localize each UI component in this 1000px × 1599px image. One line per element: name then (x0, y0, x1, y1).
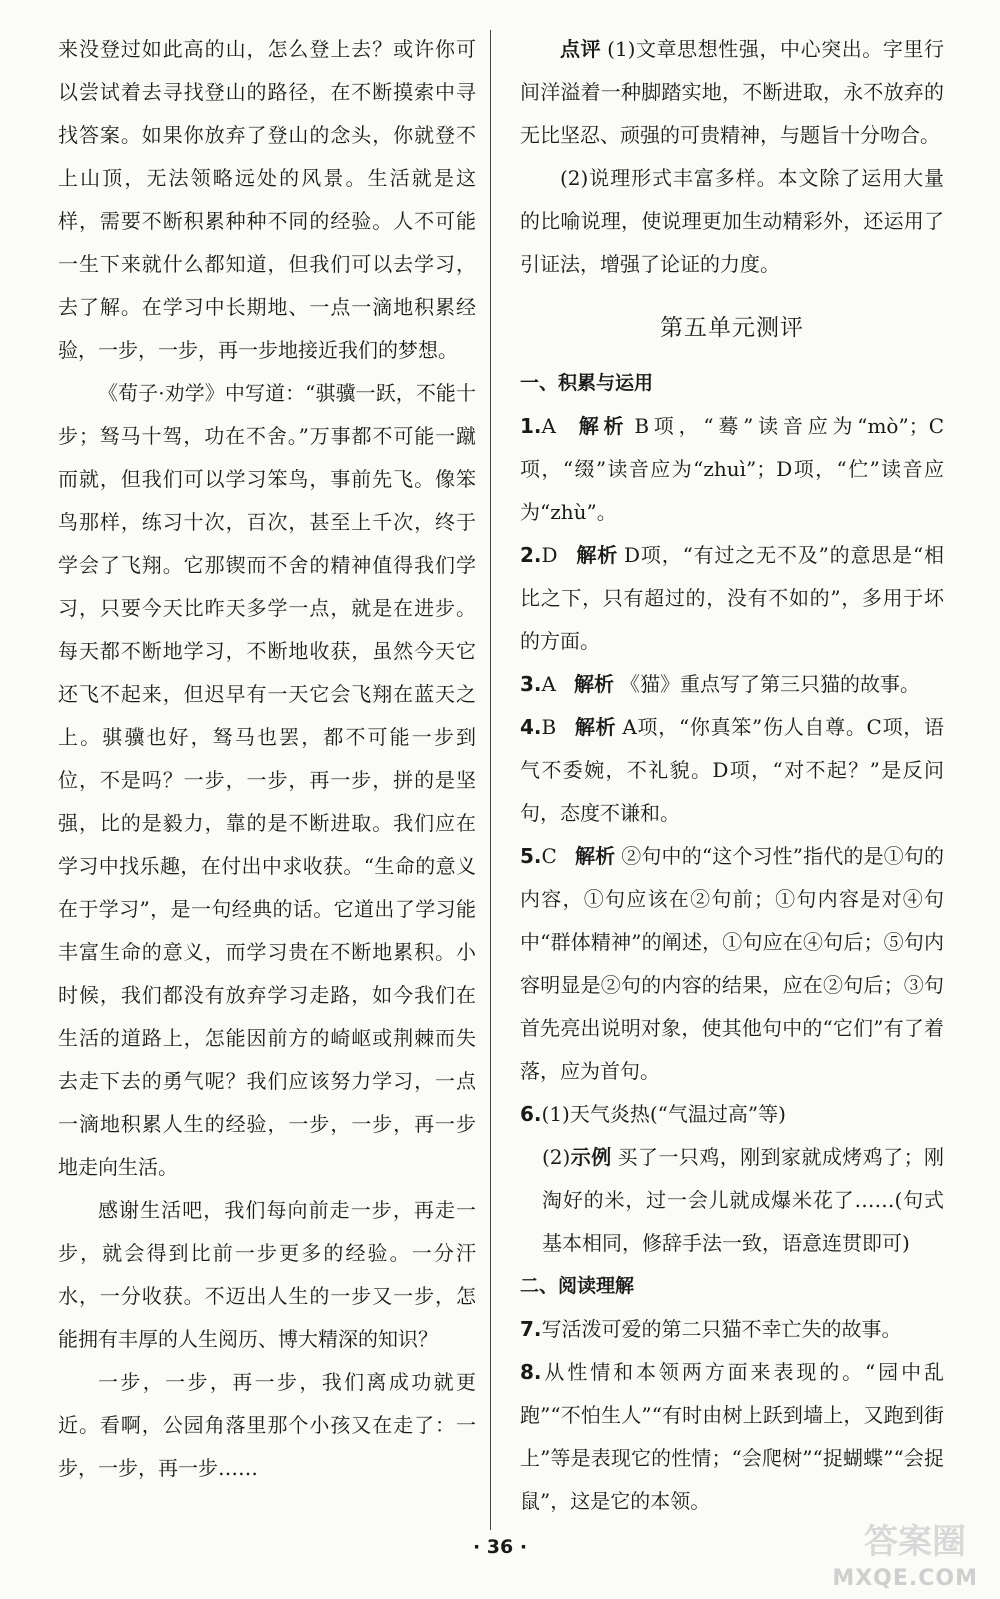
answer-8: 8.从性情和本领两方面来表现的。“园中乱跑”“不怕生人”“有时由树上跃到墙上，又跑到街上”等是表现它的性情；“会爬树”“捉蝴蝶”“会捉鼠”，这是它的本领。 (520, 1360, 944, 1513)
unit-title: 第五单元测评 (660, 315, 804, 341)
answer-7: 7.写活泼可爱的第二只猫不幸亡失的故事。 (520, 1317, 902, 1341)
answer-5: 5.C 解析 ②句中的“这个习性”指代的是①句的内容，①句应该在②句前；①句内容是对④句中“群体精神”的阐述，①句应在④句后；⑤句内容明显是②句的内容的结果，应在②句后；③句首先亮出说明对象，使其他句中的“它们”有了着落，应为首句。 (520, 844, 945, 1083)
section-heading-1: 一、积累与运用 (520, 372, 654, 394)
answer-1: 1.A 解析 B项，“蓦”读音应为“mò”；C项，“缀”读音应为“zhuì”；D项，“伫”读音应为“zhù”。 (520, 414, 945, 524)
watermark-mark: 答案圈 (864, 1522, 966, 1562)
answer-4: 4.B 解析 A项，“你真笨”伤人自尊。C项，语气不委婉，不礼貌。D项，“对不起？”是反问句，态度不谦和。 (520, 715, 945, 825)
answer-3: 3.A 解析 《猫》重点写了第三只猫的故事。 (520, 672, 920, 696)
answer-2: 2.D 解析 D项，“有过之无不及”的意思是“相比之下，只有超过的，没有不如的”，多用于坏的方面。 (520, 543, 944, 653)
watermark-url: MXQE.COM (832, 1566, 978, 1591)
answer-6a: 6.(1)天气炎热(“气温过高”等) (520, 1102, 786, 1126)
section-heading-2: 二、阅读理解 (520, 1275, 635, 1297)
essay-paragraph-3: 感谢生活吧，我们每向前走一步，再走一步，就会得到比前一步更多的经验。一分汗水，一分收获。不迈出人生的一步又一步，怎能拥有丰厚的人生阅历、博大精深的知识？ (58, 1198, 476, 1351)
right-column (520, 28, 944, 1523)
page-number: · 36 · (472, 1536, 528, 1558)
answer-6b: (2)示例 买了一只鸡，刚到家就成烤鸡了；刚淘好的米，过一会儿就成爆米花了……(句式基本相同，修辞手法一致，语意连贯即可) (542, 1145, 945, 1255)
left-column (58, 28, 476, 1490)
essay-paragraph-4: 一步，一步，再一步，我们离成功就更近。看啊，公园角落里那个小孩又在走了：一步，一步，再一步…… (58, 1370, 476, 1480)
watermark-logo (778, 1521, 978, 1591)
essay-paragraph-2: 《荀子·劝学》中写道：“骐骥一跃，不能十步；驽马十驾，功在不舍。”万事都不可能一蹴而就，但我们可以学习笨鸟，事前先飞。像笨鸟那样，练习十次，百次，甚至上千次，终于学会了飞翔。它那锲而不舍的精神值得我们学习，只要今天比昨天多学一点，就是在进步。每天都不断地学习，不断地收获，虽然今天它还飞不起来，但迟早有一天它会飞翔在蓝天之上。骐骥也好，驽马也罢，都不可能一步到位，不是吗？一步，一步，再一步，拼的是坚强，比的是毅力，靠的是不断进取。我们应在学习中找乐趣，在付出中求收获。“生命的意义在于学习”，是一句经典的话。它道出了学习能丰富生命的意义，而学习贵在不断地累积。小时候，我们都没有放弃学习走路，如今我们在生活的道路上，怎能因前方的崎岖或荆棘而失去走下去的勇气呢？我们应该努力学习，一点一滴地积累人生的经验，一步，一步，再一步地走向生活。 (58, 381, 476, 1179)
column-divider (490, 30, 491, 1530)
comment-2: (2)说理形式丰富多样。本文除了运用大量的比喻说理，使说理更加生动精彩外，还运用了引证法，增强了论证的力度。 (520, 166, 944, 276)
essay-paragraph-1: 来没登过如此高的山，怎么登上去？或许你可以尝试着去寻找登山的路径，在不断摸索中寻找答案。如果你放弃了登山的念头，你就登不上山顶，无法领略远处的风景。生活就是这样，需要不断积累种种不同的经验。人不可能一生下来就什么都知道，但我们可以去学习，去了解。在学习中长期地、一点一滴地积累经验，一步，一步，再一步地接近我们的梦想。 (58, 37, 476, 362)
comment-label: 点评 (560, 37, 602, 61)
comment-1: 点评 (1)文章思想性强，中心突出。字里行间洋溢着一种脚踏实地，不断进取，永不放弃的无比坚忍、顽强的可贵精神，与题旨十分吻合。 (520, 37, 944, 147)
